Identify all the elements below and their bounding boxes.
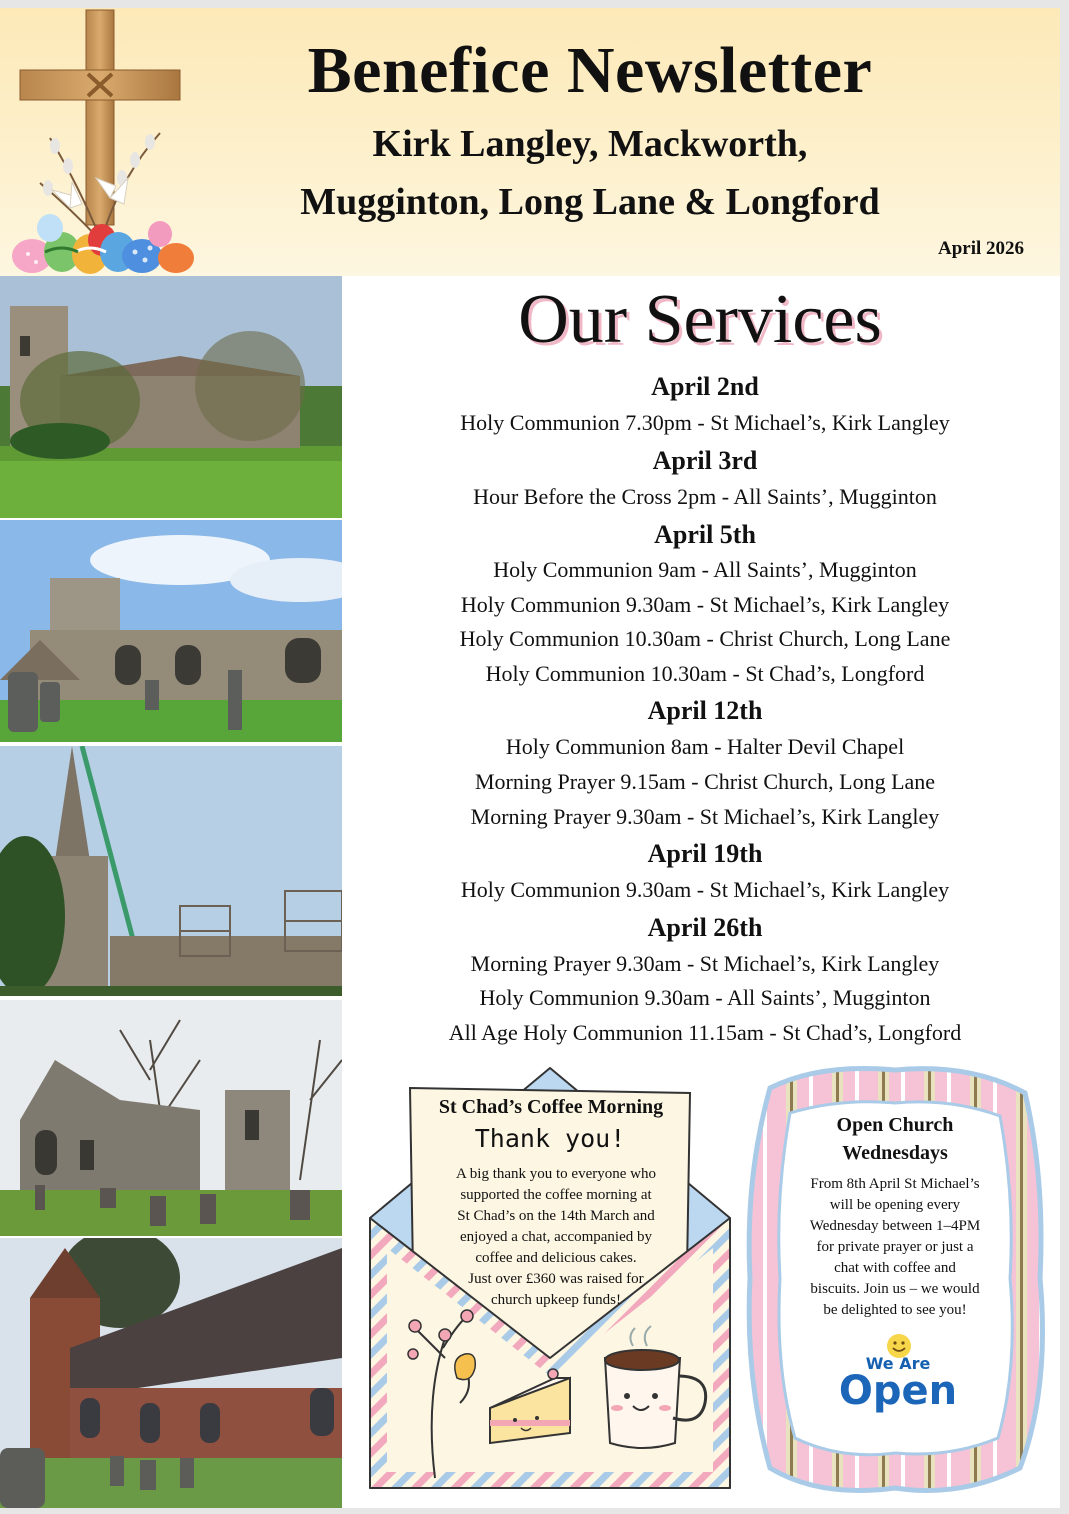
church-photo — [0, 1238, 342, 1508]
body-line: A big thank you to everyone who — [456, 1166, 656, 1182]
open-church-title — [790, 1111, 1000, 1167]
church-photo — [0, 276, 342, 518]
church-photo — [0, 746, 342, 996]
service-item: Holy Communion 10.30am - St Chad’s, Longford — [485, 661, 925, 686]
we-are-text: We Are — [865, 1354, 931, 1373]
body-line: enjoyed a chat, accompanied by — [460, 1229, 652, 1245]
service-date: April 12th — [647, 696, 763, 725]
service-item: Hour Before the Cross 2pm - All Saints’, Mugginton — [473, 484, 937, 509]
body-line: St Chad’s on the 14th March and — [457, 1208, 655, 1224]
service-item: Holy Communion 10.30am - Christ Church, Long Lane — [459, 626, 951, 651]
cross-icon — [10, 8, 200, 278]
body-line: chat with coffee and — [834, 1260, 956, 1276]
church-photo — [0, 1000, 342, 1236]
service-item: Holy Communion 9.30am - St Michael’s, Kirk Langley — [460, 877, 950, 902]
newsletter-title: Benefice Newsletter — [307, 34, 873, 107]
service-date: April 3rd — [652, 446, 758, 475]
body-line: will be opening every — [829, 1197, 961, 1213]
service-item: Holy Communion 8am - Halter Devil Chapel — [505, 734, 905, 759]
body-line: be delighted to see you! — [823, 1302, 967, 1318]
service-item: Morning Prayer 9.30am - St Michael’s, Kirk Langley — [470, 804, 940, 829]
body-line: From 8th April St Michael’s — [810, 1176, 980, 1192]
church-photo — [0, 520, 342, 742]
service-item: Morning Prayer 9.30am - St Michael’s, Kirk Langley — [470, 951, 940, 976]
body-line: supported the coffee morning at — [460, 1187, 652, 1203]
body-line: church upkeep funds! — [491, 1292, 621, 1308]
header — [0, 8, 1060, 276]
body-line: coffee and delicious cakes. — [475, 1250, 637, 1266]
body-line: Wednesday between 1–4PM — [809, 1218, 981, 1234]
service-item: Morning Prayer 9.15am - Christ Church, Long Lane — [474, 769, 936, 794]
service-date: April 2nd — [651, 372, 759, 401]
coffee-morning-title: St Chad’s Coffee Morning — [438, 1096, 664, 1118]
parishes-line-1: Kirk Langley, Mackworth, — [372, 123, 808, 165]
service-date: April 5th — [654, 520, 756, 549]
service-date: April 26th — [647, 913, 763, 942]
open-text: Open — [838, 1368, 958, 1414]
body-line: biscuits. Join us – we would — [810, 1281, 980, 1297]
services-title: Our Services — [518, 281, 882, 358]
parishes-line-2: Mugginton, Long Lane & Longford — [300, 181, 880, 223]
service-item: Holy Communion 9.30am - St Michael’s, Kirk Langley — [460, 592, 950, 617]
title-line: Wednesdays — [842, 1142, 948, 1164]
service-date: April 19th — [647, 839, 763, 868]
open-church-body — [792, 1174, 998, 1321]
service-item: Holy Communion 7.30pm - St Michael’s, Kirk Langley — [460, 410, 950, 435]
service-item: Holy Communion 9.30am - All Saints’, Mugginton — [479, 985, 931, 1010]
issue-date: April 2026 — [937, 238, 1024, 259]
title-line: Open Church — [836, 1114, 954, 1136]
coffee-morning-body — [432, 1164, 680, 1311]
newsletter-page — [0, 8, 1060, 1508]
body-line: Just over £360 was raised for — [468, 1271, 644, 1287]
body-line: for private prayer or just a — [816, 1239, 974, 1255]
service-item: Holy Communion 9am - All Saints’, Mugginton — [493, 557, 917, 582]
service-item: All Age Holy Communion 11.15am - St Chad’s, Longford — [448, 1020, 962, 1045]
thank-you-heading: Thank you! — [474, 1124, 626, 1153]
